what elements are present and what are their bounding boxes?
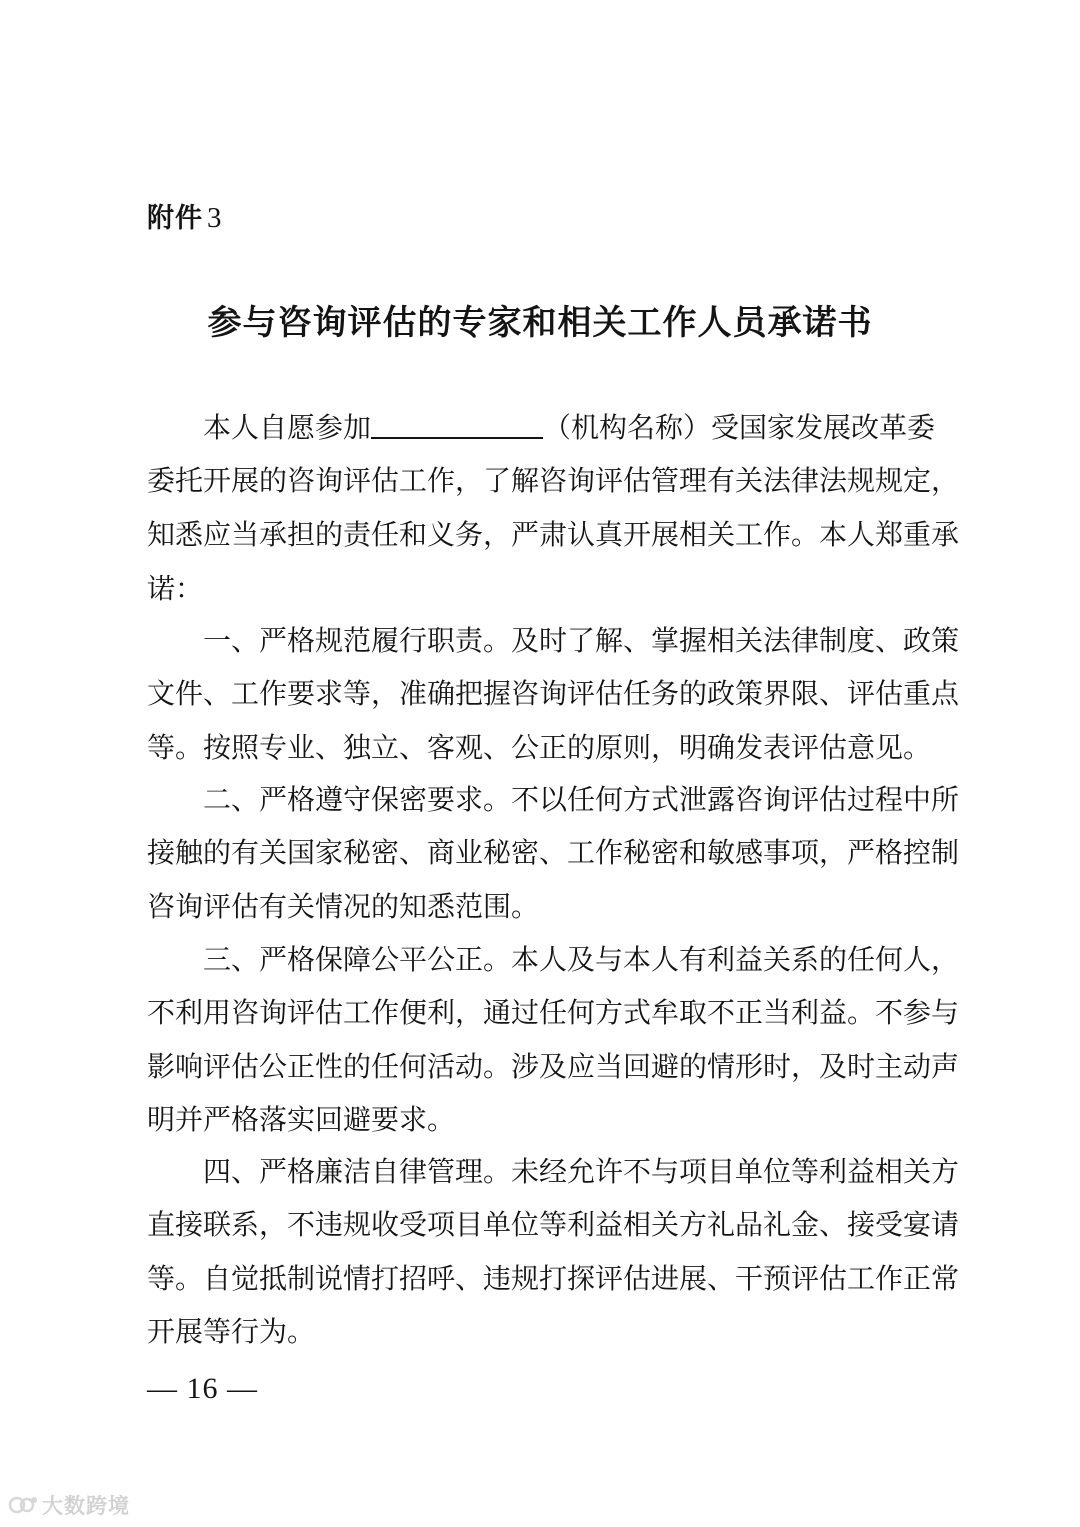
clause-4-line-1: 四、严格廉洁自律管理。未经允许不与项目单位等利益相关方 — [203, 1155, 960, 1188]
clause-1-line-2: 文件、工作要求等，准确把握咨询评估任务的政策界限、评估重点 — [147, 677, 960, 710]
intro-line-1-suffix: （机构名称）受国家发展改革委 — [543, 411, 936, 444]
intro-line-2: 委托开展的咨询评估工作，了解咨询评估管理有关法律法规规定， — [147, 464, 960, 497]
watermark — [8, 1490, 130, 1520]
clause-3-line-2: 不利用咨询评估工作便利，通过任何方式牟取不正当利益。不参与 — [147, 996, 960, 1029]
clause-2-line-1: 二、严格遵守保密要求。不以任何方式泄露咨询评估过程中所 — [203, 783, 960, 816]
intro-line-1-prefix: 本人自愿参加 — [203, 411, 372, 444]
clause-3-line-3: 影响评估公正性的任何活动。涉及应当回避的情形时，及时主动声 — [147, 1050, 960, 1083]
page-number: — 16 — — [147, 1372, 258, 1405]
clause-4-line-4: 开展等行为。 — [147, 1315, 316, 1348]
institution-name-blank — [371, 407, 543, 439]
clause-4-line-2: 直接联系，不违规收受项目单位等利益相关方礼品礼金、接受宴请 — [147, 1208, 960, 1241]
clause-1-line-1: 一、严格规范履行职责。及时了解、掌握相关法律制度、政策 — [203, 624, 960, 657]
clause-4-line-3: 等。自觉抵制说情打招呼、违规打探评估进展、干预评估工作正常 — [147, 1262, 960, 1295]
clause-3-line-1: 三、严格保障公平公正。本人及与本人有利益关系的任何人， — [203, 943, 960, 976]
clause-1-line-3: 等。按照专业、独立、客观、公正的原则，明确发表评估意见。 — [147, 731, 932, 764]
clause-2-line-3: 咨询评估有关情况的知悉范围。 — [147, 890, 540, 923]
attachment-label-text: 附件 — [147, 203, 203, 234]
clause-2-line-2: 接触的有关国家秘密、商业秘密、工作秘密和敏感事项，严格控制 — [147, 836, 960, 869]
clause-3-line-4: 明并严格落实回避要求。 — [147, 1103, 456, 1136]
watermark-text: 大数跨境 — [42, 1494, 130, 1518]
attachment-label — [147, 196, 223, 235]
watermark-logo-icon — [8, 1494, 38, 1516]
intro-line-3: 知悉应当承担的责任和义务，严肃认真开展相关工作。本人郑重承 — [147, 518, 960, 551]
document-title: 参与咨询评估的专家和相关工作人员承诺书 — [207, 303, 873, 343]
intro-line-1 — [147, 402, 936, 454]
attachment-number: 3 — [207, 202, 223, 234]
intro-line-4: 诺： — [147, 572, 204, 605]
